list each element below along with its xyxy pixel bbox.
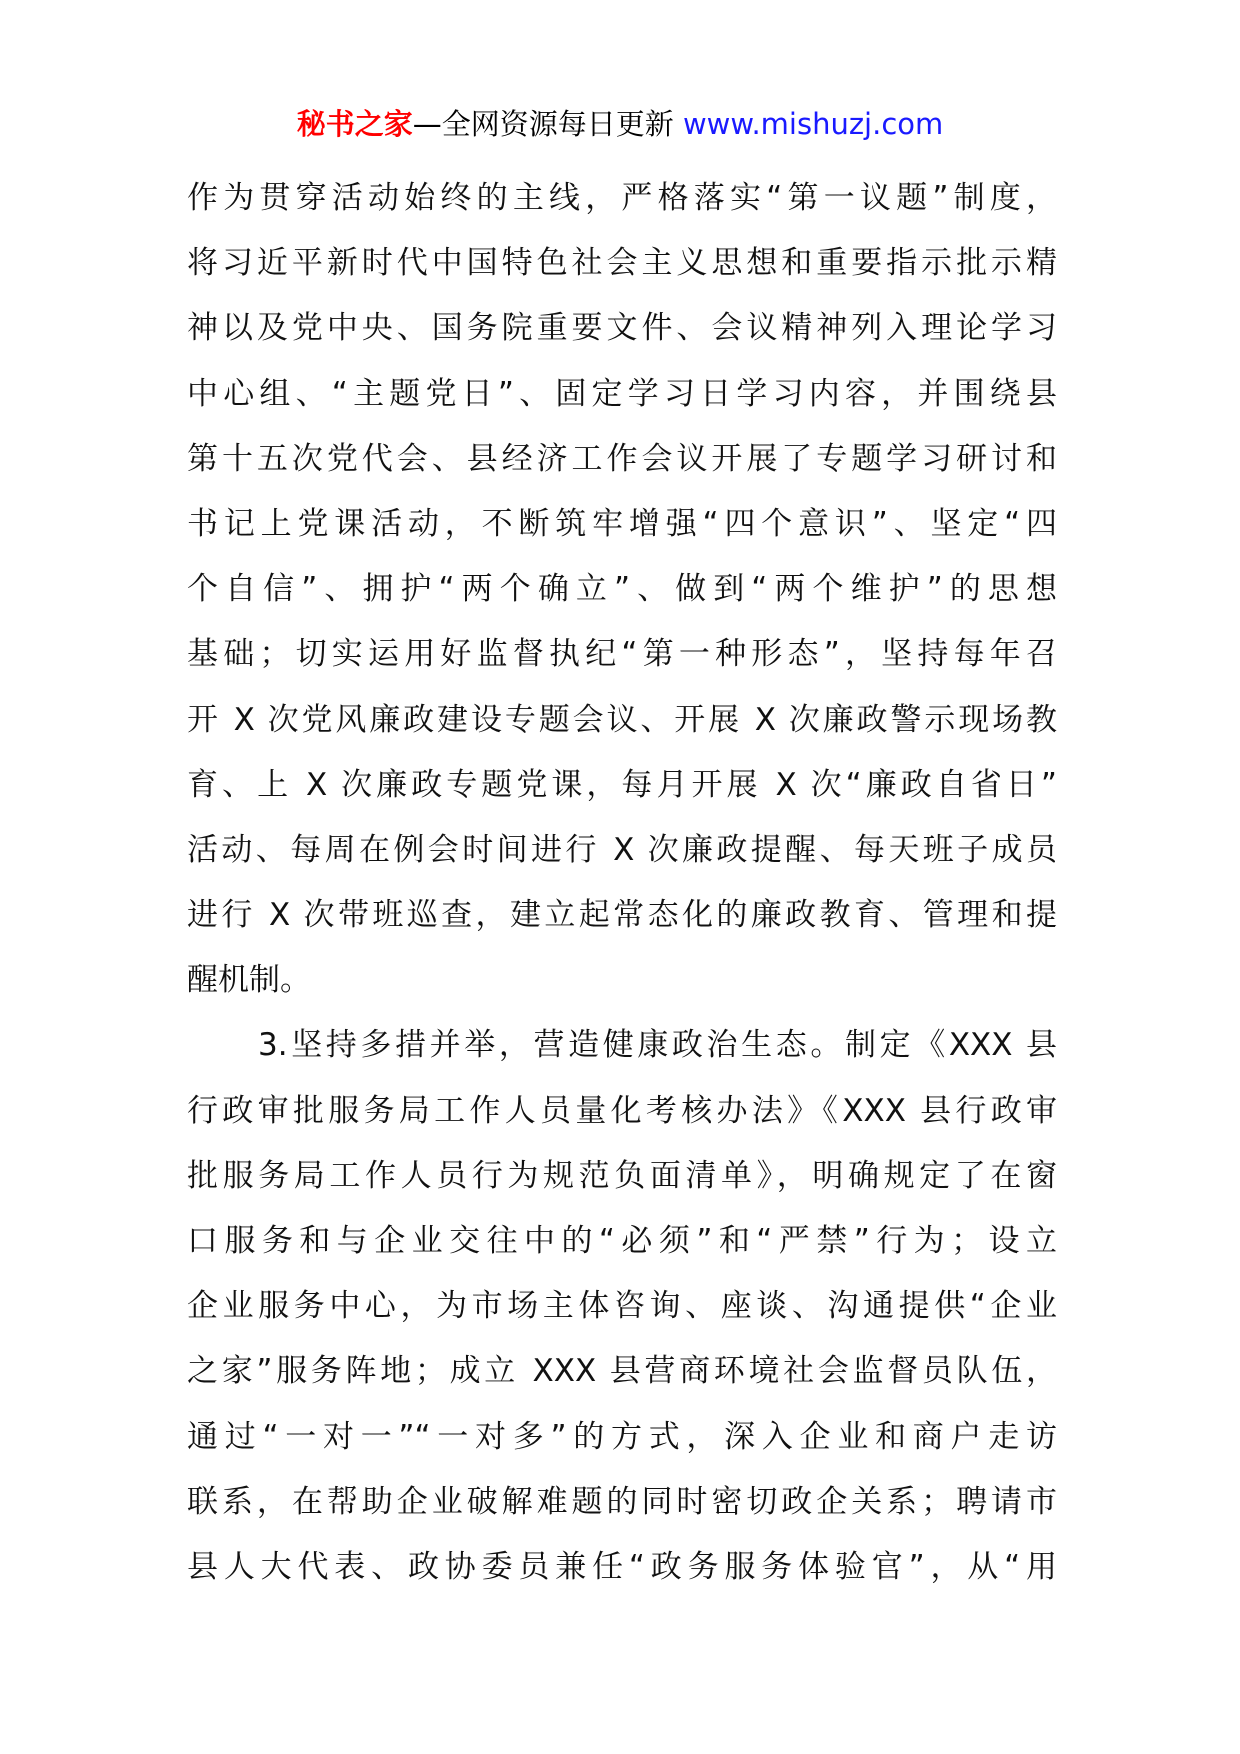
text-line: 行政审批服务局工作人员量化考核办法》《XXX 县行政审 bbox=[187, 1092, 1057, 1129]
text-line: 联系，在帮助企业破解难题的同时密切政企关系；聘请市 bbox=[187, 1483, 1057, 1520]
text-line: 口服务和与企业交往中的“必须”和“严禁”行为；设立 bbox=[187, 1223, 1057, 1259]
document-body bbox=[187, 166, 1057, 1600]
site-header bbox=[0, 102, 1240, 146]
paragraph-first-line: 3.坚持多措并举，营造健康政治生态。制定《XXX 县 bbox=[258, 1027, 1057, 1064]
text-line: 活动、每周在例会时间进行 X 次廉政提醒、每天班子成员 bbox=[187, 831, 1057, 868]
text-line: 中心组、“主题党日”、固定学习日学习内容，并围绕县 bbox=[187, 375, 1057, 412]
text-line: 第十五次党代会、县经济工作会议开展了专题学习研讨和 bbox=[187, 440, 1057, 477]
paragraph-last-line: 醒机制。 bbox=[187, 962, 311, 999]
text-line: 进行 X 次带班巡查，建立起常态化的廉政教育、管理和提 bbox=[187, 897, 1057, 934]
site-slogan: —全网资源每日更新 bbox=[412, 107, 683, 141]
site-url[interactable]: www.mishuzj.com bbox=[682, 107, 944, 141]
text-line: 将习近平新时代中国特色社会主义思想和重要指示批示精 bbox=[187, 245, 1057, 282]
text-line: 企业服务中心，为市场主体咨询、座谈、沟通提供“企业 bbox=[187, 1288, 1057, 1325]
text-line: 县人大代表、政协委员兼任“政务服务体验官”，从“用 bbox=[187, 1548, 1057, 1585]
text-line: 之家”服务阵地；成立 XXX 县营商环境社会监督员队伍， bbox=[187, 1353, 1057, 1390]
text-line: 神以及党中央、国务院重要文件、会议精神列入理论学习 bbox=[187, 310, 1057, 347]
text-line: 个自信”、拥护“两个确立”、做到“两个维护”的思想 bbox=[187, 571, 1057, 608]
text-line: 批服务局工作人员行为规范负面清单》，明确规定了在窗 bbox=[187, 1157, 1057, 1194]
text-line: 作为贯穿活动始终的主线，严格落实“第一议题”制度， bbox=[187, 180, 1057, 216]
brand-name: 秘书之家 bbox=[296, 107, 413, 141]
text-line: 开 X 次党风廉政建设专题会议、开展 X 次廉政警示现场教 bbox=[187, 701, 1057, 738]
text-line: 书记上党课活动，不断筑牢增强“四个意识”、坚定“四 bbox=[187, 505, 1057, 542]
text-line: 通过“一对一”“一对多”的方式，深入企业和商户走访 bbox=[187, 1418, 1057, 1455]
text-line: 基础；切实运用好监督执纪“第一种形态”，坚持每年召 bbox=[187, 636, 1057, 673]
text-line: 育、上 X 次廉政专题党课，每月开展 X 次“廉政自省日” bbox=[187, 766, 1057, 803]
